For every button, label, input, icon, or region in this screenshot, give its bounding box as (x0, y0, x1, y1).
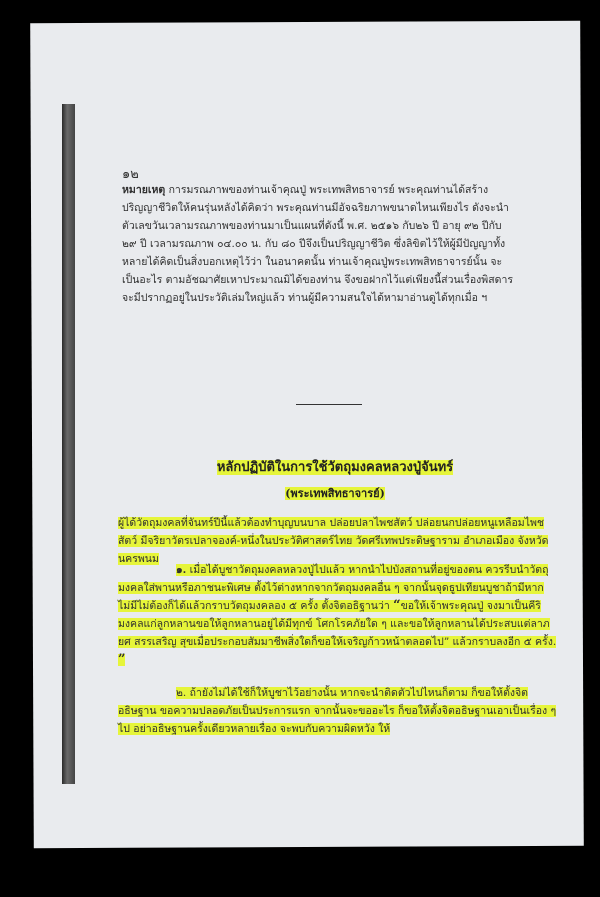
instruction-1-quote: ขอให้เจ้าพระคุณปู่ จงมาเป็นคีริมงคลแก่ลูกหลานขอให้ลูกหลานอยู่ได้มีทุกข์ โศกโรคภัยใด ๆ และขอให้ลูกหลานได้ประสบแต่ลาภ ยศ สรรเสริญ สุขเมื่อประกอบสัมมาชีพสิ่งใดก็ขอให้เจริญก้าวหน้าตลอดไป (118, 600, 550, 648)
quote-close-mark: ” (118, 652, 126, 667)
instruction-2 (118, 684, 558, 738)
note-paragraph (122, 181, 514, 307)
instruction-1-number: ๑. (176, 564, 187, 576)
page-number: ๑๒ (122, 167, 139, 182)
instruction-1-intro: เมื่อได้บูชาวัตถุมงคลหลวงปู่ไปแล้ว หากนำไปบังสถานที่อยู่ของตน ควรรีบนำวัตถุมงคลใส่พานหรือภาชนะพิเศษ ตั้งไว้ต่างหากจากวัตถุมงคลอื่น ๆ จากนั้นจุดธูปเทียนบูชาถ้ามีหากไม่มีไม่ต้องก็ได้แล้วกราบวัตถุมงคลอง ๕ ครั้ง ตั้งจิตอธิฐานว่า (118, 564, 549, 612)
section-divider (296, 404, 362, 405)
section-title: หลักปฏิบัติในการใช้วัตถุมงคลหลวงปู่จันทร์ (216, 460, 454, 475)
instruction-2-number: ๒. (176, 687, 187, 699)
quote-open-mark: “ (393, 598, 401, 613)
instruction-2-text: ถ้ายังไม่ได้ใช้ก็ให้บูชาไว้อย่างนั้น หากจะนำติดตัวไปไหนก็ตาม ก็ขอให้ตั้งจิตอธิษฐาน ขอความปลอดภัยเป็นประการแรก จากนั้นจะขออะไร ก็ขอให้ตั้งจิตอธิษฐานเอาเป็นเรื่อง ๆ ไป อย่าอธิษฐานครั้งเดียวหลายเรื่อง จะพบกับความผิดหวัง ให้ (118, 687, 557, 735)
note-text: การมรณภาพของท่านเจ้าคุณปู่ พระเทพสิทธาจารย์ พระคุณท่านได้สร้างปริญญาชีวิตให้คนรุ่นหลังได้คิดว่า พระคุณท่านมีอัจฉริยภาพขนาดไหนเพียงไร ดังจะนำตัวเลขวันเวลามรณภาพของท่านมาเป็นแผนที่ดังนี้ พ.ศ. ๒๕๑๖ กับ๒๖ ปี อายุ ๙๒ ปีกับ ๒๙ ปี เวลามรณภาพ ๐๔.๐๐ น. กับ ๘๐ ปีจึงเป็นปริญญาชีวิต ซึ่งลิขิตไว้ให้ผู้มีปัญญาทั้งหลายได้คิดเป็นสิ่งบอกเหตุไว้ว่า ในอนาคตนั้น ท่านเจ้าคุณปู่พระเทพสิทธาจารย์นั้น จะเป็นอะไร ตามอัชฌาศัยเหาประมาณมิได้ของท่าน จึงขอฝากไว้แต่เพียงนี้ส่วนเรื่องพิสดารจะมีปรากฏอยู่ในประวัติเล่มใหญ่แล้ว ท่านผู้มีความสนใจได้หามาอ่านดูได้ทุกเมื่อ ฯ (122, 184, 513, 304)
instruction-1: ๑. เมื่อได้บูชาวัตถุมงคลหลวงปู่ไปแล้ว หากนำไปบังสถานที่อยู่ของตน ควรรีบนำวัตถุมงคลใส่พานหรือภาชนะพิเศษ ตั้งไว้ต่างหากจากวัตถุมงคลอื่น ๆ จากนั้นจุดธูปเทียนบูชาถ้ามีหากไม่มีไม่ต้องก็ได้แล้วกราบวัตถุมงคลอง ๕ ครั้ง ตั้งจิตอธิฐานว่า “ขอให้เจ้าพระคุณปู่ จงมาเป็นคีริมงคลแก่ลูกหลานขอให้ลูกหลานอยู่ได้มีทุกข์ โศกโรคภัยใด ๆ และขอให้ลูกหลานได้ประสบแต่ลาภ ยศ สรรเสริญ สุขเมื่อประกอบสัมมาชีพสิ่งใดก็ขอให้เจริญก้าวหน้าตลอดไป” แล้วกราบลงอีก ๕ ครั้ง. ” (118, 564, 557, 667)
section-author: (พระเทพสิทธาจารย์) (285, 487, 385, 500)
intro-paragraph: ผู้ได้วัตถุมงคลที่จันทร์ปีนี้แล้วต้องทำบุญบนบาล ปล่อยปลาไพชสัตว์ ปล่อยนกปล่อยหนูเหลือมไพชสัตว์ มีจริยาวัตรเปลาจองค์-หนึ่งในประวัติศาสตร์ไทย วัดศรีเทพประดิษฐาราม อำเภอเมือง จังหวัดนครพนม (118, 517, 549, 565)
page-binding-edge (62, 104, 75, 784)
instruction-1-closing: แล้วกราบลงอีก ๕ ครั้ง. (452, 636, 557, 648)
note-lead: หมายเหตุ (122, 184, 166, 196)
